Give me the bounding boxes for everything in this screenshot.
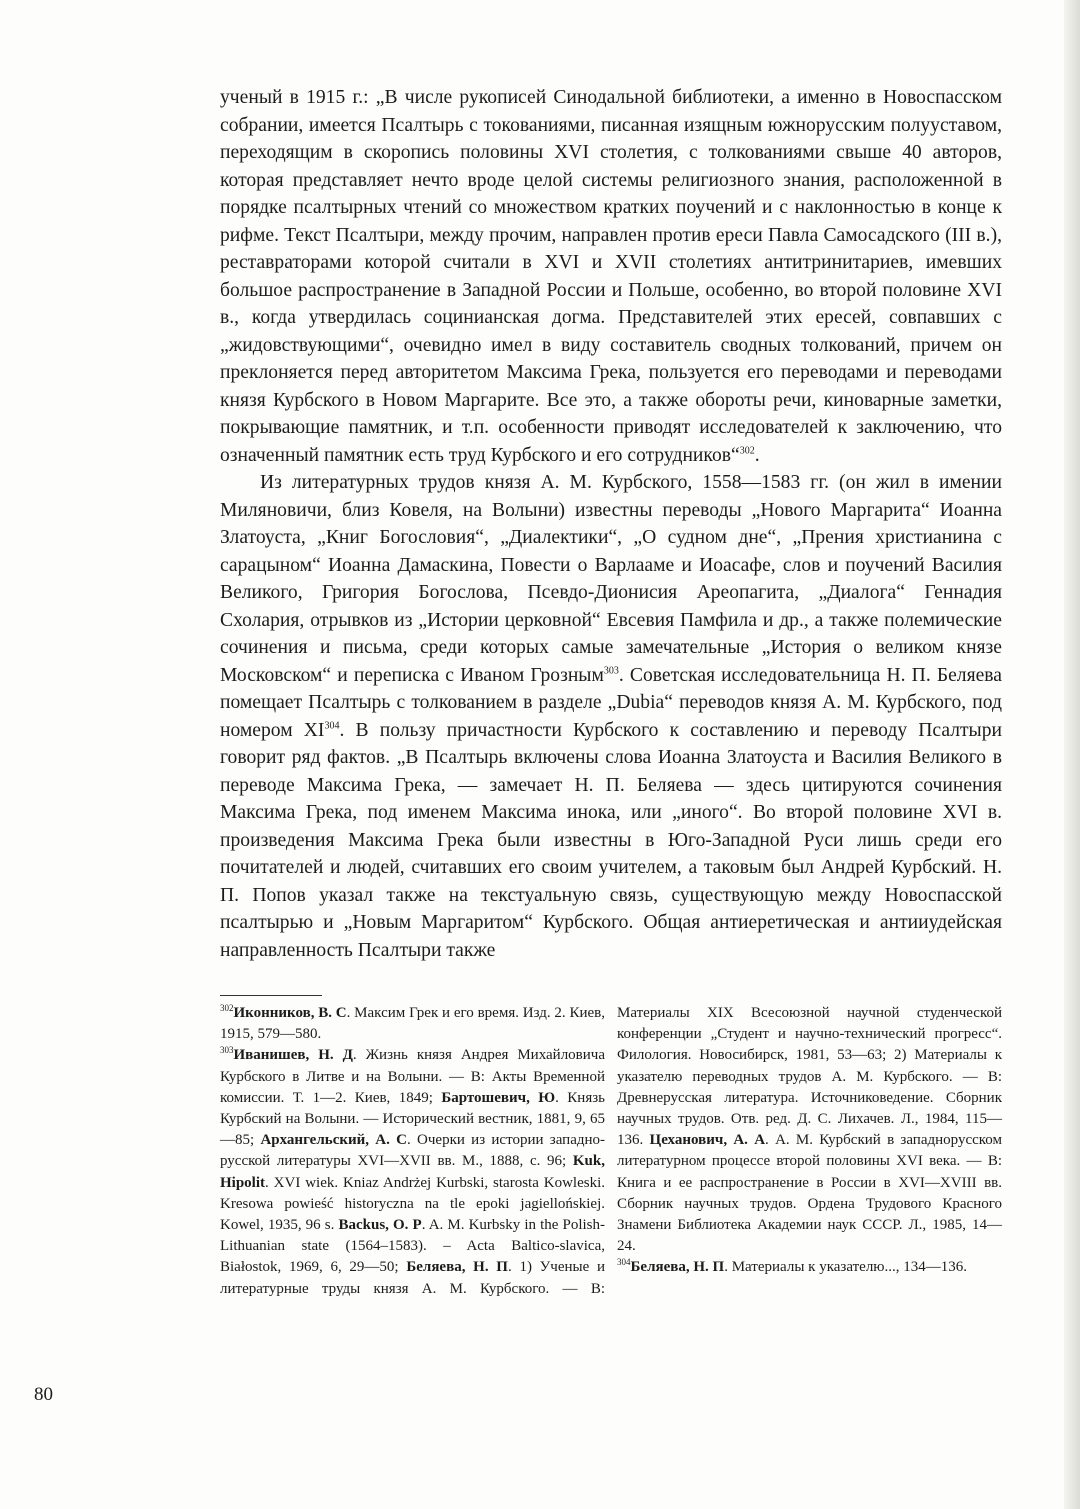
footnote-ref[interactable]: 304 bbox=[324, 719, 340, 731]
footnotes bbox=[220, 1003, 1002, 1300]
footnote-separator bbox=[220, 995, 322, 996]
paragraph: ученый в 1915 г.: „В числе рукописей Синодальной библиотеки, а именно в Новоспасском собрании, имеется Псалтырь с токованиями, писанная изящным южнорусским полууставом, переходящим в скоропись половины XVI столетия, с толкованиями свыше 40 авторов, которая представляет нечто вроде целой системы религиозного знания, расположенной в порядке псалтырных чтений со множеством кратких поучений и с наклонностью в конце к рифме. Текст Псалтыри, между прочим, направлен против ереси Павла Самосадского (III в.), реставраторами которой считали в XVI и XVII столетиях антитринитариев, имевших большое распространение в Западной России и Польше, особенно, во второй половине XVI в., когда утвердилась социнианская догма. Представителей этих ересей, совпавших с „жидовствующими“, очевидно имел в виду составитель сводных толкований, причем он преклоняется перед авторитетом Максима Грека, пользуется его переводами и переводами князя Курбского в Новом Маргарите. Все это, а также обороты речи, киноварные заметки, покрывающие памятник, и т.п. особенности приводят исследователей к заключению, что означенный памятник есть труд Курбского и его сотрудников“$^{302}$. bbox=[220, 87, 1002, 466]
footnote-303: $^{303}$Иванишев, Н. Д. Жизнь князя Андрея Михайловича Курбского в Литве и на Волыни. — В: Акты Временной комиссии. Т. 1—2. Киев, 1849; Бартошевич, Ю. Князь Курбский на Волыни. — Исторический вестник, 1881, 9, 65—85; Архангельский, А. С. Очерки из истории западно-русской литературы XVI—XVII вв. М., 1888, с. 96; Kuk, Hipolit. XVI wiek. Kniaz Andrżej Kurbski, starosta Kowleski. Kresowa powieść historyczna na tle epoki jagiellońskiej. Kowel, 1935, 96 s. Backus, O. P. A. M. Kurbsky in the Polish-Lithuanian state (1564–1583). – Acta Baltico-slavica, Białostok, 1969, 6, 29—50; Беляева, Н. П. 1) Ученые и литературные труды князя А. М. Курбского. — В: Материалы XIX Всесоюзной научной студенческой конференции „Студент и научно-технический прогресс“. Филология. Новосибирск, 1981, 53—63; 2) Материалы к указателю переводных трудов А. М. Курбского. — В: Древнерусская литература. Источниковедение. Сборник научных трудов. Отв. ред. Д. С. Лихачев. Л., 1984, 115—136. Цеханович, А. А. А. М. Курбский в западнорусском литературном процессе второй половины XVI века. — В: Книга и ее распространение в России в XVI—XVIII вв. Сборник научных трудов. Ордена Трудового Красного Знамени Библиотека Академии наук СССР. Л., 1985, 14—24. bbox=[220, 1005, 1003, 1297]
main-text bbox=[220, 84, 1002, 964]
footnote-302: $^{302}$Иконников, В. С. Максим Грек и его время. Изд. 2. Киев, 1915, 579—580. bbox=[220, 1003, 605, 1043]
page-edge-shadow bbox=[1064, 0, 1080, 1509]
footnote-ref[interactable]: 302 bbox=[739, 444, 755, 456]
paragraph: Из литературных трудов князя А. М. Курбского, 1558—1583 гг. (он жил в имении Миляновичи, близ Ковеля, на Волыни) известны переводы „Нового Маргарита“ Иоанна Златоуста, „Книг Богословия“, „Диалектики“, „О судном дне“, „Прения христианина с сарацыном“ Иоанна Дамаскина, Повести о Варлааме и Иоасафе, слов и поучений Василия Великого, Григория Богослова, Псевдо-Дионисия Ареопагита, „Диалога“ Геннадия Схолария, отрывков из „Истории церковной“ Евсевия Памфила и др., а также полемические сочинения и письма, среди которых самые замечательные „История о великом князе Московском“ и переписка с Иваном Грозным$^{303}$. Советская исследовательница Н. П. Беляева помещает Псалтырь с толкованием в разделе „Dubia“ переводов князя А. М. Курбского, под номером XI$^{304}$. В пользу причастности Курбского к составлению и переводу Псалтыри говорит ряд фактов. „В Псалтырь включены слова Иоанна Златоуста и Василия Великого в переводе Максима Грека, — замечает Н. П. Беляева — здесь цитируются сочинения Максима Грека, под именем Максима инока, или „иного“. Во второй половине XVI в. произведения Максима Грека были известны в Юго-Западной Руси лишь среди его почитателей и людей, считавших его своим учителем, а таковым был Андрей Курбский. Н. П. Попов указал также на текстуальную связь, существующую между Новоспасской псалтырью и „Новым Маргаритом“ Курбского. Общая антиеретическая и антииудейская направленность Псалтыри также bbox=[220, 472, 1002, 961]
footnote-ref[interactable]: 303 bbox=[603, 664, 619, 676]
page-number: 80 bbox=[34, 1384, 53, 1405]
footnote-304: $^{304}$Беляева, Н. П. Материалы к указателю..., 134—136. bbox=[617, 1257, 968, 1276]
